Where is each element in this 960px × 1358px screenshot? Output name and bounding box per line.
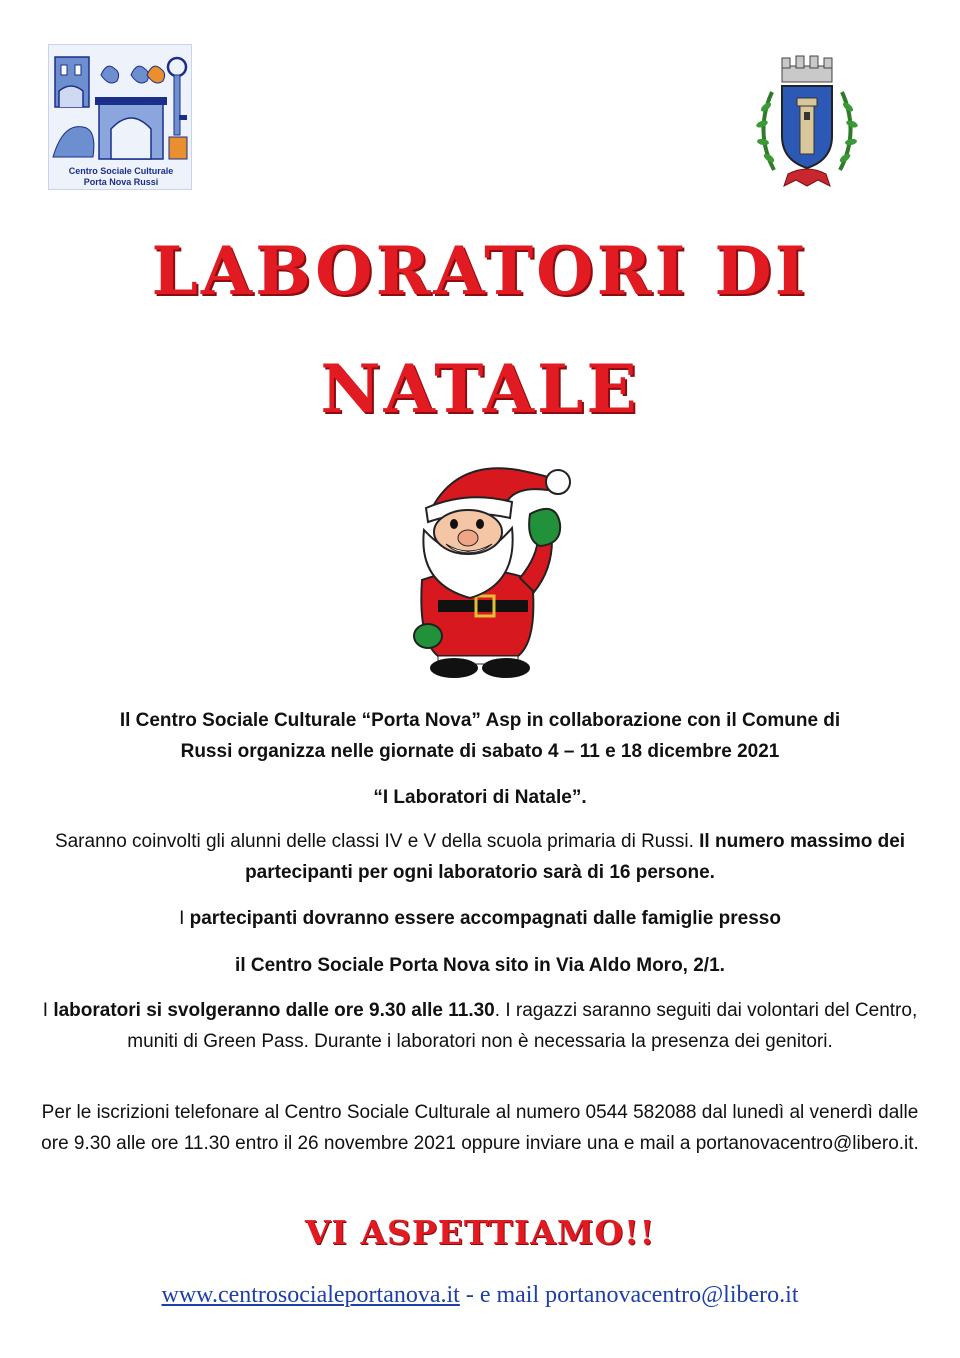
centro-sociale-logo [48, 44, 192, 190]
accompaniment-text: partecipanti dovranno essere accompagnati dalle famiglie presso [189, 908, 781, 929]
schedule-prefix: I [42, 1000, 54, 1021]
logo-caption-line2: Porta Nova Russi [83, 177, 159, 187]
logo-caption-line1: Centro Sociale Culturale [68, 166, 174, 176]
schedule-details: . I ragazzi saranno seguiti dai volontari del Centro, muniti di Green Pass. Durante i laboratori non è necessaria la presenza dei genitori. [127, 1000, 918, 1052]
intro-paragraph [40, 705, 920, 767]
page-title-line1: LABORATORI DI [151, 232, 809, 310]
santa-claus-icon [388, 460, 578, 680]
page-title-line2: NATALE [320, 350, 640, 428]
closing-headline: VI ASPETTIAMO!! [304, 1213, 656, 1252]
footer-contact [0, 1282, 960, 1309]
website-link[interactable]: www.centrosocialeportanova.it [161, 1282, 460, 1308]
event-name: “I Laboratori di Natale”. [373, 787, 587, 808]
schedule-hours: laboratori si svolgeranno dalle ore 9.30 alle 11.30 [53, 1000, 495, 1021]
intro-line1: Il Centro Sociale Culturale “Porta Nova” Asp in collaborazione con il Comune di [119, 710, 841, 731]
location-paragraph: il Centro Sociale Porta Nova sito in Via Aldo Moro, 2/1. [235, 955, 725, 976]
participants-text: Saranno coinvolti gli alunni delle classi IV e V della scuola primaria di Russi. [54, 831, 700, 852]
schedule-paragraph [40, 995, 920, 1057]
coat-of-arms-icon [752, 52, 862, 190]
participants-limit: Il numero massimo dei partecipanti per ogni laboratorio sarà di 16 persone. [245, 831, 906, 883]
registration-paragraph: Per le iscrizioni telefonare al Centro Sociale Culturale al numero 0544 582088 dal lunedì al venerdì dalle ore 9.30 alle ore 11.30 entro il 26 novembre 2021 oppure inviare una e mail a portanovacentro@libero.it. [41, 1102, 919, 1154]
participants-paragraph [40, 826, 920, 888]
accompaniment-paragraph [40, 903, 920, 934]
accompaniment-prefix: I [179, 908, 190, 929]
footer-email-text: - e mail portanovacentro@libero.it [459, 1282, 799, 1308]
intro-line2: Russi organizza nelle giornate di sabato 4 – 11 e 18 dicembre 2021 [180, 741, 780, 762]
